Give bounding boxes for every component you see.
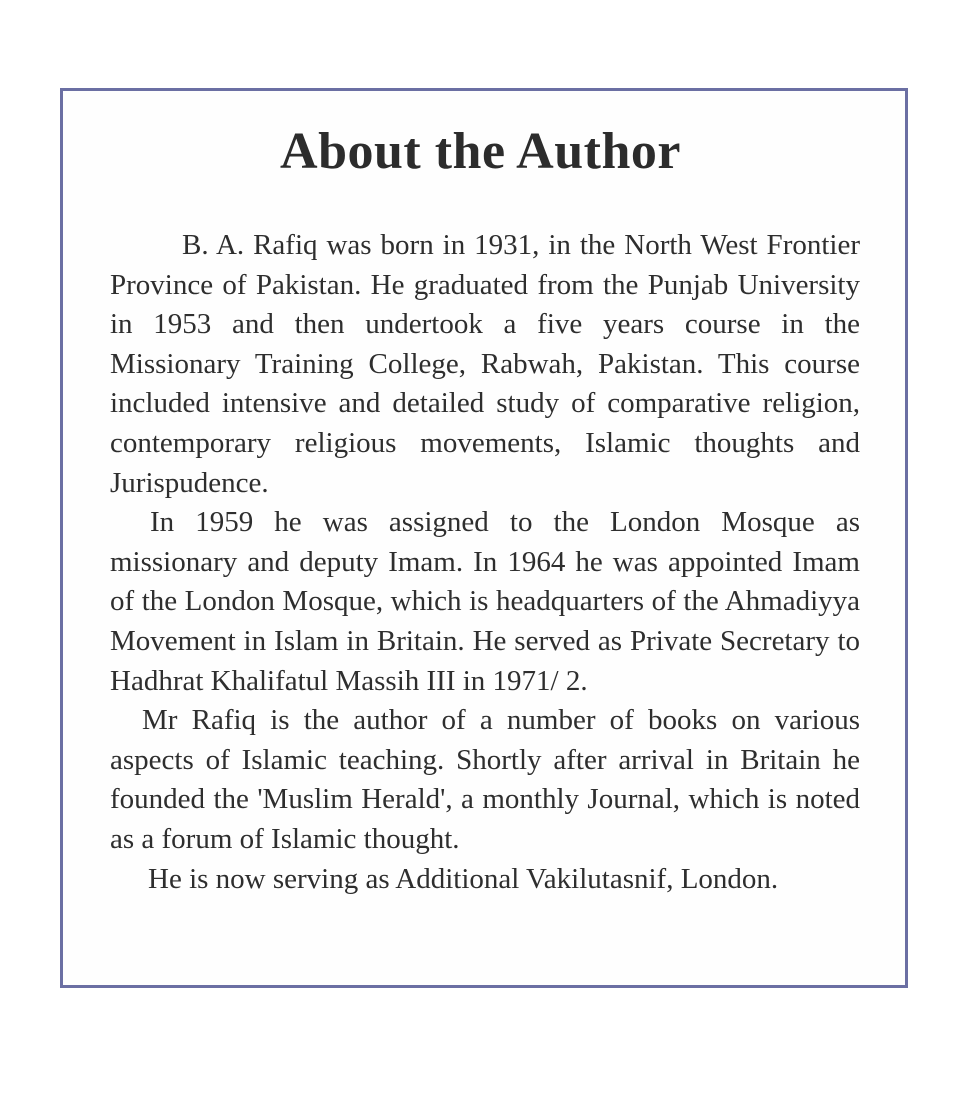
paragraph-current-role: He is now serving as Additional Vakilutasnif, London. — [148, 862, 779, 895]
paragraph-london-mosque: In 1959 he was assigned to the London Mosque as missionary and deputy Imam. In 1964 he was appointed Imam of the London Mosque, which is headquarters of the Ahmadiyya Movement in Islam in Britain. He served as Private Secretary to Hadhrat Khalifatul Massih III in 1971/ 2. — [110, 506, 860, 697]
paragraph-books: Mr Rafiq is the author of a number of books on various aspects of Islamic teaching. Shortly after arrival in Britain he founded the 'Muslim Herald', a monthly Journal, which is noted as a forum of Islamic thought. — [110, 704, 860, 855]
author-biography — [110, 226, 860, 899]
page-title: About the Author — [280, 123, 681, 180]
paragraph-birth-education: B. A. Rafiq was born in 1931, in the North West Frontier Province of Pakistan. He graduated from the Punjab University in 1953 and then undertook a five years course in the Missionary Training College, Rabwah, Pakistan. This course included intensive and detailed study of comparative religion, contemporary religious movements, Islamic thoughts and Jurispudence. — [110, 229, 860, 499]
